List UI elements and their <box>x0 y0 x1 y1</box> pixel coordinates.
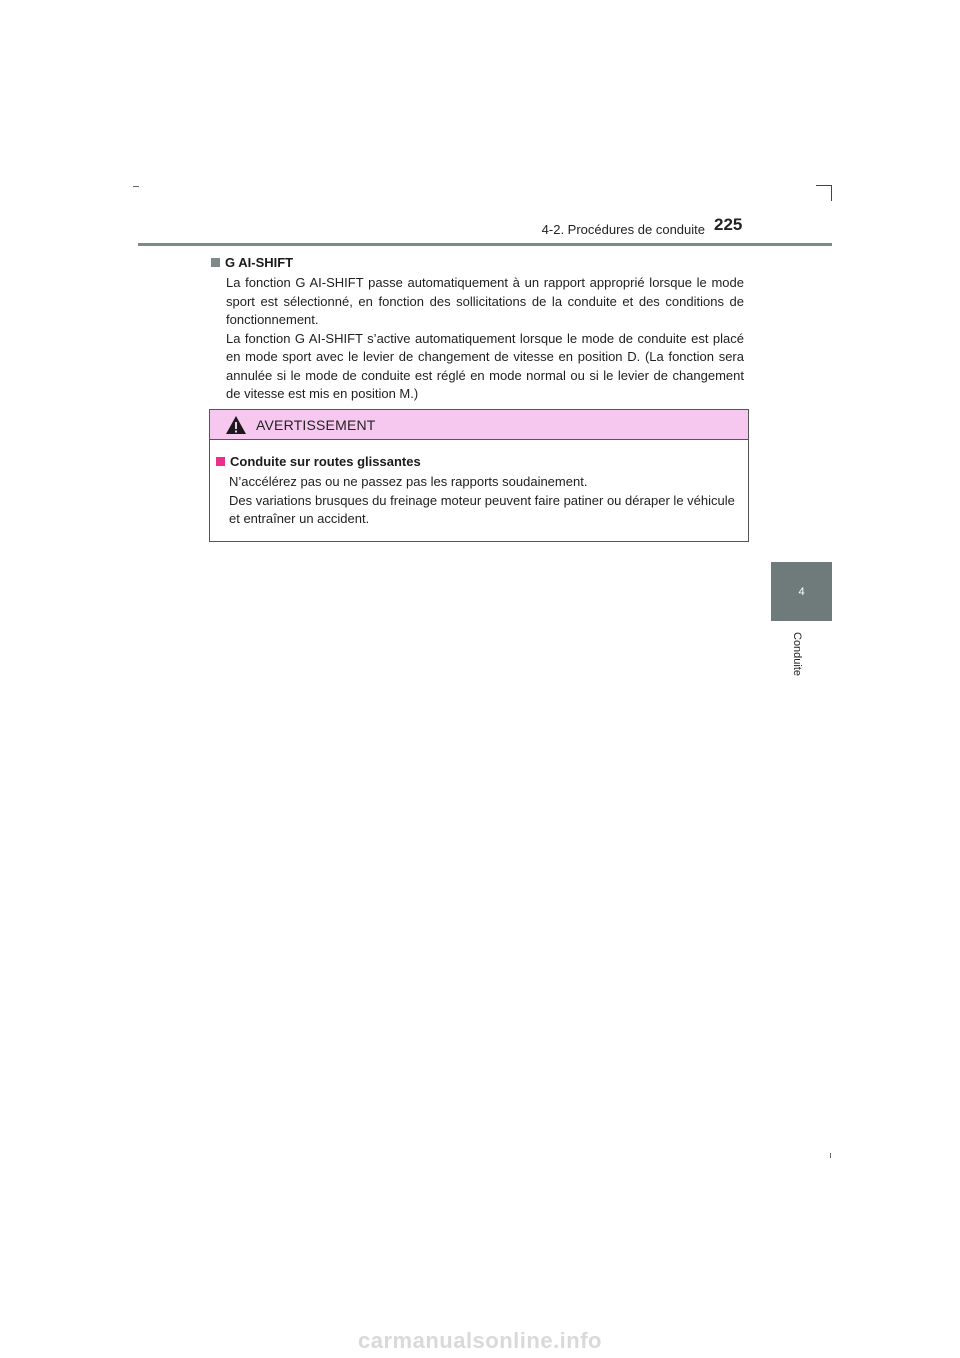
square-bullet-icon <box>216 457 225 466</box>
square-bullet-icon <box>211 258 220 267</box>
watermark: carmanualsonline.info <box>358 1328 602 1353</box>
section-paragraph-1: La fonction G AI-SHIFT passe automatiquement à un rapport approprié lorsque le mode sport est sélectionné, en fonction des sollicitations de la conduite et des conditions de fonctionnement. <box>226 275 744 327</box>
warning-paragraph-2: Des variations brusques du freinage moteur peuvent faire patiner ou déraper le véhicule et entraîner un accident. <box>229 492 735 526</box>
header-section-title: 4-2. Procédures de conduite <box>541 222 705 237</box>
chapter-label: Conduite <box>791 632 803 677</box>
chapter-number: 4 <box>798 585 805 598</box>
warning-title: AVERTISSEMENT <box>256 416 376 433</box>
page-number: 225 <box>714 215 743 234</box>
section-paragraph-2: La fonction G AI-SHIFT s’active automatiquement lorsque le mode de conduite est placé en mode sport avec le levier de changement de vitesse en position D. (La fonction sera annulée si le mode de conduite est réglé en mode normal ou si le levier de changement de vitesse est mis en position M.) <box>226 330 744 401</box>
warning-box <box>209 409 749 542</box>
crop-mark-bottom-right <box>830 1153 831 1158</box>
section-title-text: G AI-SHIFT <box>225 255 294 270</box>
warning-subheading <box>216 454 421 469</box>
warning-paragraph-1: N’accélérez pas ou ne passez pas les rapports soudainement. <box>229 474 588 489</box>
crop-mark-top-right-vertical <box>831 185 832 201</box>
chapter-tab[interactable] <box>771 562 832 621</box>
warning-body <box>229 473 743 529</box>
warning-subtitle: Conduite sur routes glissantes <box>230 454 421 469</box>
crop-mark-top-right <box>816 185 832 186</box>
section-body <box>226 274 744 404</box>
header-divider <box>138 243 832 246</box>
warning-header <box>210 410 748 440</box>
warning-triangle-icon <box>225 415 247 435</box>
crop-mark-top-left <box>133 186 139 187</box>
section-heading <box>211 255 293 270</box>
